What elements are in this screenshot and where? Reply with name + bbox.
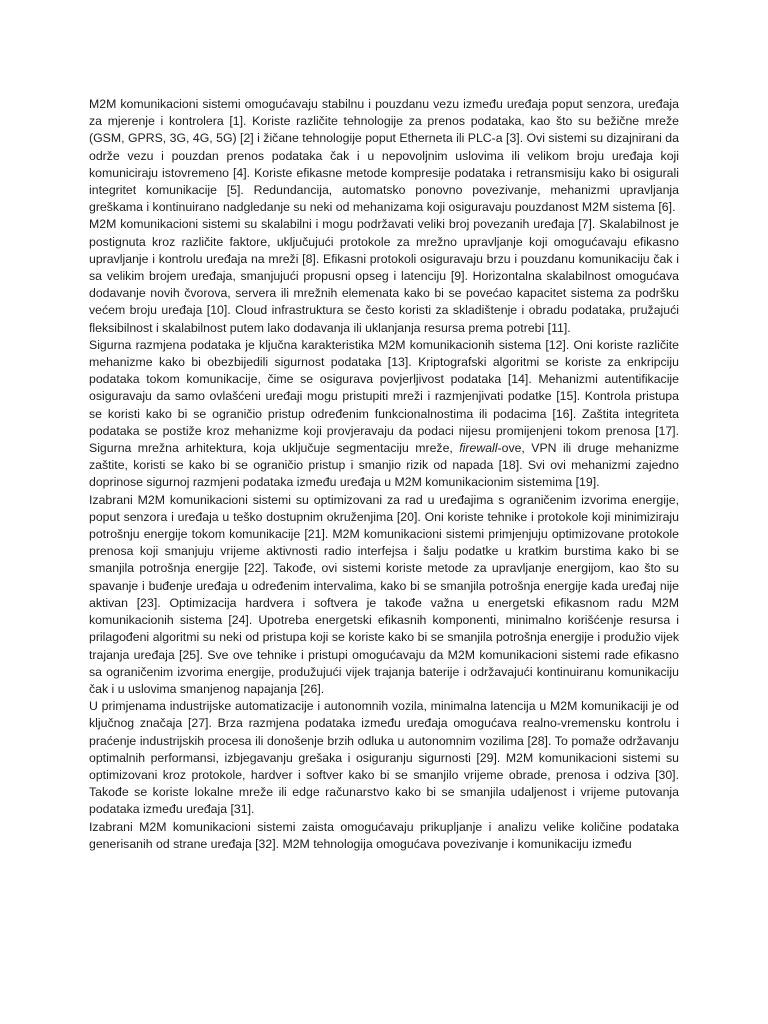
document-body bbox=[89, 96, 679, 853]
paragraph-reliability: M2M komunikacioni sistemi omogućavaju stabilnu i pouzdanu vezu između uređaja poput senzora, uređaja za mjerenje i kontrolera [1]. Koriste različite tehnologije za prenos podataka, kao što su bežične mreže (GSM, GPRS, 3G, 4G, 5G) [2] i žičane tehnologije poput Etherneta ili PLC-a [3]. Ovi sistemi su dizajnirani da održe vezu i pouzdan prenos podataka čak i u nepovoljnim uslovima ili velikom broju uređaja koji komuniciraju istovremeno [4]. Koriste efikasne metode kompresije podataka i retransmisiju kako bi osigurali integritet komunikacije [5]. Redundancija, automatsko ponovno povezivanje, mehanizmi upravljanja greškama i kontinuirano nadgledanje su neki od mehanizama koji osiguravaju pouzdanost M2M sistema [6]. bbox=[89, 97, 679, 215]
paragraph-energy: Izabrani M2M komunikacioni sistemi su optimizovani za rad u uređajima s ograničenim izvorima energije, poput senzora i uređaja u teško dostupnim okruženjima [20]. Oni koriste tehnike i protokole koji minimiziraju potrošnju energije tokom komunikacije [21]. M2M komunikacioni sistemi primjenjuju optimizovane protokole prenosa koji smanjuju vrijeme aktivnosti radio interfejsa i šalju podatke u kratkim burstima kako bi se smanjila potrošnja energije [22]. Takođe, ovi sistemi koriste metode za upravljanje energijom, kao što su spavanje i buđenje uređaja u određenim intervalima, kako bi se smanjila potrošnja energije kada uređaj nije aktivan [23]. Optimizacija hardvera i softvera je takođe važna u energetski efikasnom radu M2M komunikacionih sistema [24]. Upotreba energetski efikasnih komponenti, minimalno korišćenje resursa i prilagođeni algoritmi su neki od pristupa koji se koriste kako bi se smanjila potrošnja energije i produžio vijek trajanja uređaja [25]. Sve ove tehnike i pristupi omogućavaju da M2M komunikacioni sistemi rade efikasno sa ograničenim izvorima energije, produžujući vijek trajanja baterije i održavajući kontinuiranu komunikaciju čak i u uslovima smanjenog napajanja [26]. bbox=[89, 492, 679, 696]
paragraph-latency: U primjenama industrijske automatizacije i autonomnih vozila, minimalna latencija u M2M komunikaciji je od ključnog značaja [27]. Brza razmjena podataka između uređaja omogućava realno-vremensku kontrolu i praćenje industrijskih procesa ili donošenje brzih odluka u autonomnim vozilima [28]. To pomaže održavanju optimalnih performansi, izbjegavanju grešaka i osiguranju sigurnosti [29]. M2M komunikacioni sistemi su optimizovani kroz protokole, hardver i softver kako bi se smanjilo vrijeme obrade, prenosa i odziva [30]. Takođe se koriste lokalne mreže ili edge računarstvo kako bi se smanjila udaljenost i vrijeme putovanja podataka između uređaja [31]. bbox=[89, 699, 679, 817]
paragraph-scalability: M2M komunikacioni sistemi su skalabilni i mogu podržavati veliki broj povezanih uređaja [7]. Skalabilnost je postignuta kroz različite faktore, uključujući protokole za mrežno upravljanje koji omogućavaju efikasno upravljanje i kontrolu uređaja na mreži [8]. Efikasni protokoli osiguravaju brzu i pouzdanu komunikaciju čak i sa velikim brojem uređaja, smanjujući propusni opseg i latenciju [9]. Horizontalna skalabilnost omogućava dodavanje novih čvorova, servera ili mrežnih elemenata kako bi se povećao kapacitet sistema za podršku većem broju uređaja [10]. Cloud infrastruktura se često koristi za skladištenje i obradu podataka, pružajući fleksibilnost i skalabilnost putem lako dodavanja ili uklanjanja resursa prema potrebi [11]. bbox=[89, 217, 679, 335]
paragraph-security: Sigurna razmjena podataka je ključna karakteristika M2M komunikacionih sistema [12]. Oni koriste različite mehanizme kako bi obezbijedili sigurnost podataka [13]. Kriptografski algoritmi se koriste za enkripciju podataka tokom komunikacije, čime se osigurava povjerljivost podataka [14]. Mehanizmi autentifikacije osiguravaju da samo ovlašćeni uređaji mogu pristupiti mreži i razmjenjivati podatke [15]. Kontrola pristupa se koristi kako bi se ograničio pristup određenim funkcionalnostima ili podacima [16]. Zaštita integriteta podataka se postiže kroz mehanizme koji provjeravaju da podaci nijesu promijenjeni tokom prenosa [17]. Sigurna mrežna arhitektura, koja uključuje segmentaciju mreže, firewall-ove, VPN ili druge mehanizme zaštite, koristi se kako bi se ograničio pristup i smanjio rizik od napada [18]. Svi ovi mehanizmi zajedno doprinose sigurnoj razmjeni podataka između uređaja u M2M komunikacionim sistemima [19]. bbox=[89, 337, 679, 490]
paragraph-data-collection: Izabrani M2M komunikacioni sistemi zaista omogućavaju prikupljanje i analizu velike količine podataka generisanih od strane uređaja [32]. M2M tehnologija omogućava povezivanje i komunikaciju između bbox=[89, 819, 679, 851]
